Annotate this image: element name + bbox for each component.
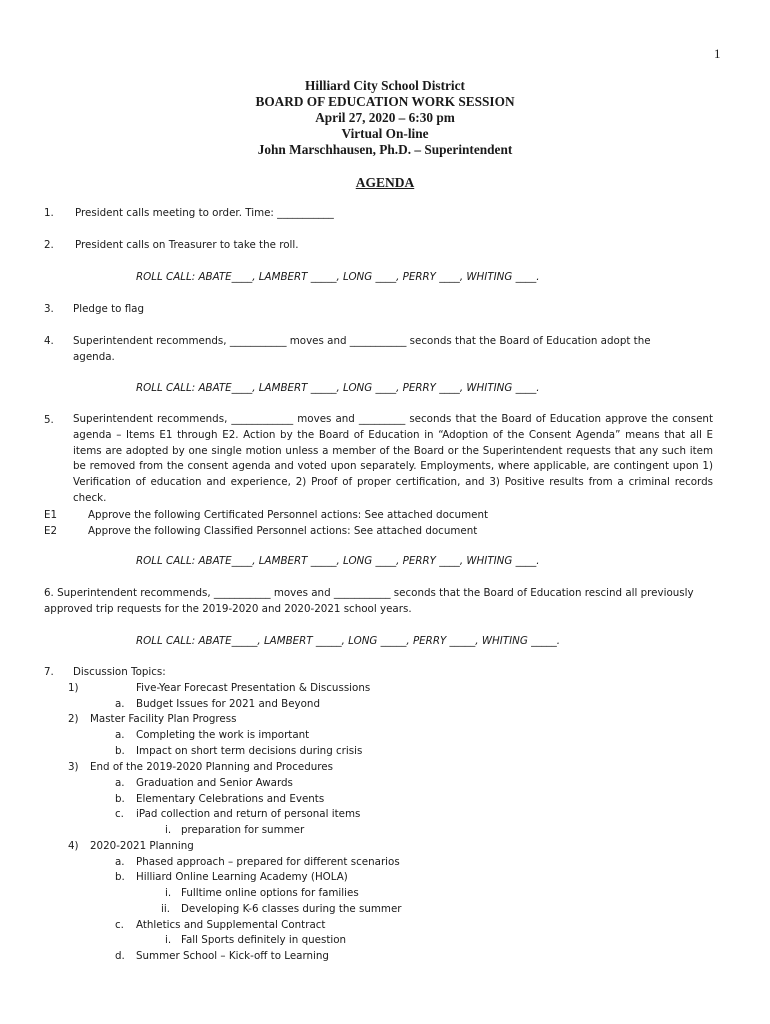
topic-text: End of the 2019-2020 Planning and Procedures [90,761,333,773]
item-5-number: 5. [44,414,54,426]
session-title: BOARD OF EDUCATION WORK SESSION [255,94,515,109]
sub-subtopic-text: Developing K-6 classes during the summer [181,903,402,915]
sub-subtopic-label: i. [165,824,172,836]
e2-code: E2 [44,525,58,537]
topic-text: Master Facility Plan Progress [90,713,237,725]
sub-subtopic-text: Fulltime online options for families [181,887,359,899]
item-4-line-2: agenda. [73,351,115,363]
subtopic-text: iPad collection and return of personal items [136,808,361,820]
sub-subtopic-text: Fall Sports definitely in question [181,934,347,946]
item-6-line-1: 6. Superintendent recommends, ___________ moves and ___________ seconds that the Board of Education rescind all previously [44,587,694,599]
subtopic-text: Budget Issues for 2021 and Beyond [136,698,320,710]
subtopic-text: Summer School – Kick-off to Learning [136,950,329,962]
e1-code: E1 [44,509,58,521]
subtopic-label: b. [115,871,125,883]
e1-text: Approve the following Certificated Personnel actions: See attached document [88,509,489,521]
subtopic-label: c. [115,808,124,820]
subtopic-label: b. [115,793,125,805]
sub-subtopic-text: preparation for summer [181,824,305,836]
roll-call-4: ROLL CALL: ABATE_____, LAMBERT _____, LONG _____, PERRY _____, WHITING _____. [136,635,561,647]
subtopic-text: Elementary Celebrations and Events [136,793,325,805]
item-4-number: 4. [44,335,54,347]
agenda-title: AGENDA [355,175,415,190]
item-2-text: President calls on Treasurer to take the roll. [75,239,299,251]
subtopic-text: Phased approach – prepared for different scenarios [136,856,400,868]
subtopic-text: Completing the work is important [136,729,310,741]
item-7-number: 7. [44,666,54,678]
subtopic-label: d. [115,950,125,962]
subtopic-text: Impact on short term decisions during crisis [136,745,363,757]
subtopic-label: a. [115,729,125,741]
topic-label: 2) [68,713,79,725]
item-3-text: Pledge to flag [73,303,145,315]
subtopic-text: Graduation and Senior Awards [136,777,293,789]
superintendent-line: John Marschhausen, Ph.D. – Superintendent [257,142,513,157]
subtopic-label: b. [115,745,125,757]
topic-label: 3) [68,761,79,773]
subtopic-text: Athletics and Supplemental Contract [136,919,326,931]
subtopic-text: Hilliard Online Learning Academy (HOLA) [136,871,348,883]
topic-text: Five-Year Forecast Presentation & Discussions [136,682,371,694]
item-1-number: 1. [44,207,54,219]
page-number: 1 [714,46,721,61]
topic-label: 4) [68,840,79,852]
sub-subtopic-label: i. [165,934,172,946]
roll-call-3: ROLL CALL: ABATE____, LAMBERT _____, LONG ____, PERRY ____, WHITING ____. [136,555,540,567]
item-2-number: 2. [44,239,54,251]
item-1-text: President calls meeting to order. Time: ___________ [75,207,334,219]
e2-text: Approve the following Classified Personnel actions: See attached document [88,525,478,537]
meeting-location: Virtual On-line [341,126,429,141]
subtopic-label: a. [115,698,125,710]
subtopic-label: c. [115,919,124,931]
sub-subtopic-label: ii. [161,903,170,915]
topic-text: 2020-2021 Planning [90,840,194,852]
item-5-text: Superintendent recommends, ____________ moves and _________ seconds that the Board of Education approve the consent agenda – Items E1 through E2. Action by the Board of Education in “Adoption of the Consent Agenda” means that all E items are adopted by one single motion unless a member of the Board or the Superintendent requests that any such item be removed from the consent agenda and voted upon separately. Employments, where applicable, are contingent upon 1) Verification of education and experience, 2) Proof of proper certification, and 3) Positive results from a criminal records check. [73,413,713,504]
item-4-line-1: Superintendent recommends, ___________ moves and ___________ seconds that the Board of Education adopt the [73,335,651,347]
sub-subtopic-label: i. [165,887,172,899]
meeting-date: April 27, 2020 – 6:30 pm [315,110,455,125]
subtopic-label: a. [115,777,125,789]
item-6-line-2: approved trip requests for the 2019-2020 and 2020-2021 school years. [44,603,412,615]
topic-label: 1) [68,682,79,694]
subtopic-label: a. [115,856,125,868]
item-7-text: Discussion Topics: [73,666,166,678]
item-3-number: 3. [44,303,54,315]
roll-call-2: ROLL CALL: ABATE____, LAMBERT _____, LONG ____, PERRY ____, WHITING ____. [136,382,540,394]
roll-call-1: ROLL CALL: ABATE____, LAMBERT _____, LONG ____, PERRY ____, WHITING ____. [136,271,540,283]
district-name: Hilliard City School District [305,78,465,93]
